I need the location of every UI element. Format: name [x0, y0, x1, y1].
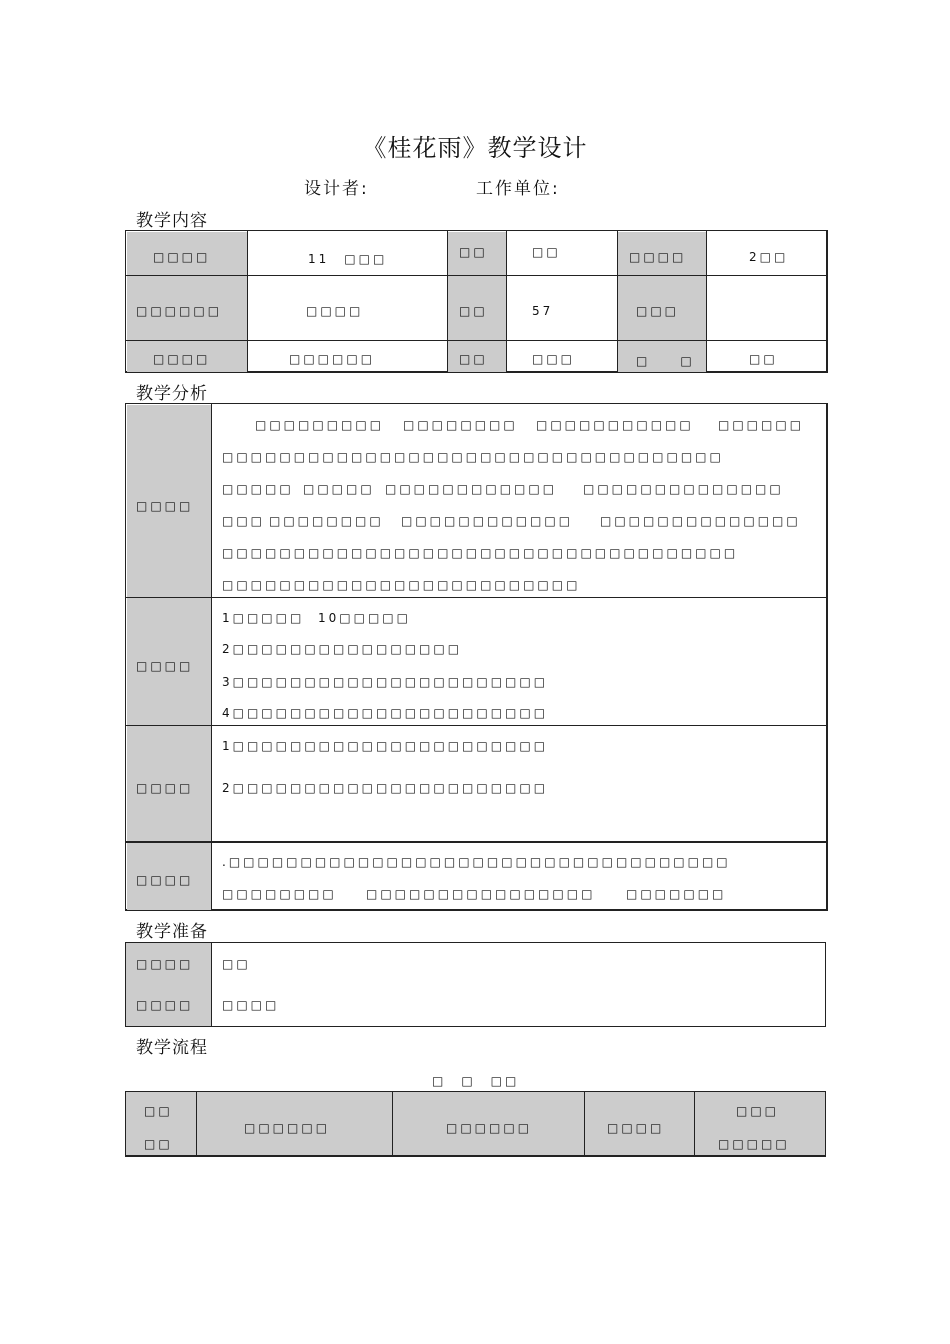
preparation-label: □□□□ — [136, 998, 194, 1012]
analysis-text: □□□□□ — [303, 482, 375, 496]
section-heading-analysis: 教学分析 — [136, 384, 208, 404]
content-cell: □□ — [459, 304, 488, 318]
flow-header-cell: □□□□ — [607, 1121, 665, 1135]
content-cell: □□□ — [636, 304, 680, 318]
flow-header-cell: □□ — [144, 1104, 173, 1118]
content-cell: 57 — [532, 304, 554, 318]
analysis-text: 1□□□□□□□□□□□□□□□□□□□□□□ — [222, 739, 549, 753]
content-cell: □□□□ — [306, 304, 364, 318]
analysis-text: □□□□□□□□□□□□□□ — [583, 482, 784, 496]
flow-header-cell: □□□□□ — [718, 1137, 790, 1151]
content-cell: □□□□ — [629, 250, 687, 264]
analysis-text: □□□□□□□□□□□ — [536, 418, 694, 432]
analysis-text: □□□□□ — [222, 482, 294, 496]
content-cell: □ □ — [636, 354, 695, 368]
analysis-text: □□□□□□□□□□□□□□□□□□□□□□□□□□□□□□□□□□□ — [222, 450, 724, 464]
analysis-text: 4□□□□□□□□□□□□□□□□□□□□□□ — [222, 706, 549, 720]
analysis-text: □□□□□□□□ — [269, 514, 384, 528]
content-cell: □□□□ — [153, 352, 211, 366]
analysis-text: □□□□□□□□□□□□□□□□□□□□□□□□□□□□□□□□□□□□ — [222, 546, 739, 560]
analysis-text: □□□□□□□ — [626, 887, 727, 901]
section-heading-flow: 教学流程 — [136, 1038, 208, 1058]
analysis-text: □□□□□□□□□□□□□□□□□□□□□□□□□ — [222, 578, 581, 592]
preparation-label-column — [126, 943, 211, 1026]
document-title: 《桂花雨》教学设计 — [362, 134, 588, 162]
content-cell: □□ — [459, 245, 488, 259]
analysis-text: 3□□□□□□□□□□□□□□□□□□□□□□ — [222, 675, 549, 689]
analysis-text: □□□□□□□□ — [222, 887, 337, 901]
content-cell: 2□□ — [749, 250, 789, 264]
content-cell: □□□□ — [153, 250, 211, 264]
analysis-text: □□□□□□□□□□□□□□□□ — [366, 887, 596, 901]
preparation-label: □□□□ — [136, 957, 194, 971]
analysis-text: 10□□□□□ — [318, 611, 411, 625]
content-cell: □□ — [532, 245, 561, 259]
content-cell: □□ — [459, 352, 488, 366]
flow-table-header — [125, 1091, 826, 1157]
analysis-text: □□□□□□□□□□□□ — [385, 482, 558, 496]
content-cell: □□□ — [532, 352, 576, 366]
flow-caption: □ □ □□ — [432, 1074, 520, 1088]
flow-header-cell: □□ — [144, 1137, 173, 1151]
analysis-label: □□□□ — [136, 659, 194, 673]
analysis-text: □□□□□□□□□□□□ — [401, 514, 574, 528]
flow-header-cell: □□□□□□ — [446, 1121, 533, 1135]
analysis-text: 2□□□□□□□□□□□□□□□□□□□□□□ — [222, 781, 549, 795]
analysis-text: □□□ — [222, 514, 266, 528]
analysis-text: 2□□□□□□□□□□□□□□□□ — [222, 642, 463, 656]
content-cell: □□ — [749, 352, 778, 366]
analysis-text: .□□□□□□□□□□□□□□□□□□□□□□□□□□□□□□□□□□□ — [222, 855, 731, 869]
analysis-text: □□□□□□□□□ — [255, 418, 385, 432]
section-heading-preparation: 教学准备 — [136, 922, 208, 942]
content-cell: □□□□□□ — [136, 304, 223, 318]
designer-label: 设计者: — [304, 179, 369, 199]
preparation-table — [125, 942, 826, 1027]
content-table — [125, 230, 828, 373]
content-cell: 11 □□□ — [308, 252, 388, 266]
preparation-value: □□ — [222, 957, 251, 971]
analysis-table — [125, 403, 828, 911]
preparation-value: □□□□ — [222, 998, 280, 1012]
analysis-text: 1□□□□□ — [222, 611, 305, 625]
workplace-label: 工作单位: — [476, 179, 560, 199]
flow-header-cell: □□□ — [736, 1104, 780, 1118]
analysis-text: □□□□□□□□□□□□□□ — [600, 514, 801, 528]
analysis-text: □□□□□□ — [718, 418, 805, 432]
analysis-label: □□□□ — [136, 873, 194, 887]
content-cell: □□□□□□ — [289, 352, 376, 366]
flow-header-cell: □□□□□□ — [244, 1121, 331, 1135]
section-heading-content: 教学内容 — [136, 211, 208, 231]
analysis-label: □□□□ — [136, 781, 194, 795]
analysis-text: □□□□□□□□ — [403, 418, 518, 432]
analysis-label-column — [127, 405, 211, 910]
analysis-label: □□□□ — [136, 499, 194, 513]
